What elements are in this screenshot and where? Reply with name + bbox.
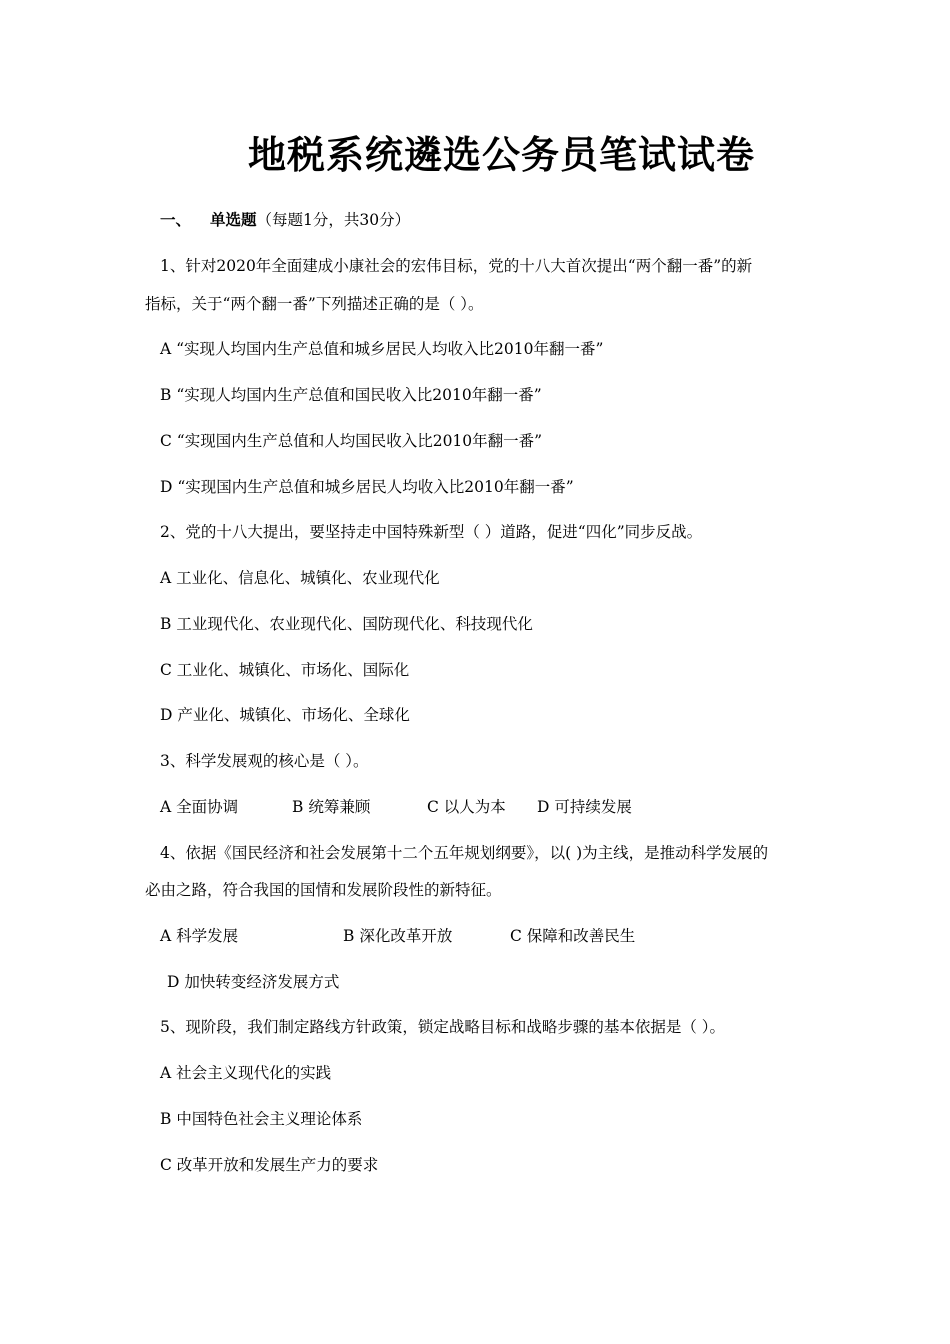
q2-option-a: A 工业化、信息化、城镇化、农业现代化 [160, 569, 440, 587]
q3-option-b: B 统筹兼顾 [292, 798, 371, 816]
q3-option-c: C 以人为本 [427, 798, 506, 816]
section-name: 单选题 [210, 210, 257, 229]
q3-option-d: D 可持续发展 [537, 798, 632, 816]
q4-stem-line1: 4、依据《国民经济和社会发展第十二个五年规划纲要》，以( )为主线，是推动科学发展的 [160, 844, 769, 862]
q3-stem: 3、科学发展观的核心是（ ）。 [160, 752, 369, 770]
q1-option-d: D “实现国内生产总值和城乡居民人均收入比2010年翻一番” [160, 478, 574, 496]
q4-option-d: D 加快转变经济发展方式 [167, 973, 340, 991]
q5-stem: 5、现阶段，我们制定路线方针政策，锁定战略目标和战略步骤的基本依据是（ ）。 [160, 1018, 726, 1036]
q1-option-b: B “实现人均国内生产总值和国民收入比2010年翻一番” [160, 386, 542, 404]
q1-stem-line1: 1、针对2020年全面建成小康社会的宏伟目标，党的十八大首次提出“两个翻一番”的新 [160, 257, 753, 275]
q4-option-b: B 深化改革开放 [343, 927, 453, 945]
q4-option-c: C 保障和改善民生 [510, 927, 636, 945]
section-number: 一、 [160, 210, 192, 229]
q2-stem: 2、党的十八大提出，要坚持走中国特殊新型（ ）道路，促进“四化”同步反战。 [160, 523, 703, 541]
section-heading [160, 210, 410, 230]
q1-option-a: A “实现人均国内生产总值和城乡居民人均收入比2010年翻一番” [160, 340, 604, 358]
page-title: 地税系统遴选公务员笔试试卷 [248, 133, 756, 177]
q5-option-c: C 改革开放和发展生产力的要求 [160, 1156, 379, 1174]
section-note: （每题1分，共30分） [256, 211, 411, 229]
q5-option-b: B 中国特色社会主义理论体系 [160, 1110, 363, 1128]
q3-option-a: A 全面协调 [160, 798, 239, 816]
q1-stem-line2: 指标，关于“两个翻一番”下列描述正确的是（ ）。 [145, 295, 484, 313]
q1-option-c: C “实现国内生产总值和人均国民收入比2010年翻一番” [160, 432, 543, 450]
q5-option-a: A 社会主义现代化的实践 [160, 1064, 332, 1082]
q2-option-d: D 产业化、城镇化、市场化、全球化 [160, 706, 410, 724]
q4-option-a: A 科学发展 [160, 927, 239, 945]
q2-option-b: B 工业现代化、农业现代化、国防现代化、科技现代化 [160, 615, 533, 633]
q2-option-c: C 工业化、城镇化、市场化、国际化 [160, 661, 410, 679]
q4-stem-line2: 必由之路，符合我国的国情和发展阶段性的新特征。 [145, 881, 502, 899]
